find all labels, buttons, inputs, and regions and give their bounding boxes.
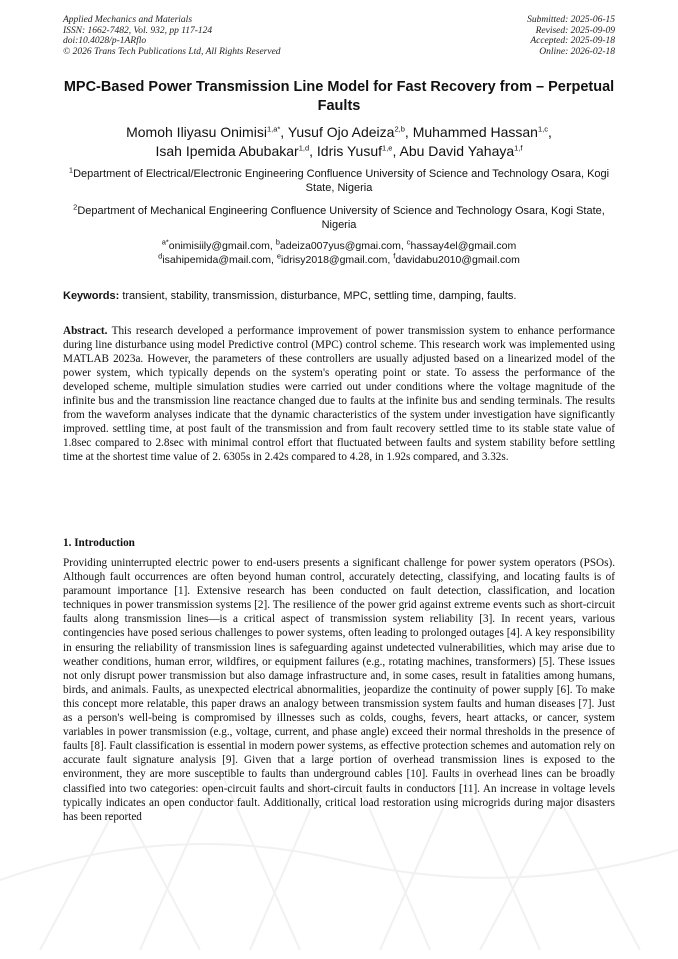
author-name: Isah Ipemida Abubakar [155, 143, 299, 159]
date-online: Online: 2026-02-18 [539, 46, 615, 57]
keywords-text: transient, stability, transmission, disturbance, MPC, settling time, damping, faults. [122, 290, 517, 302]
dates-header [527, 15, 615, 57]
email-mark: a* [161, 237, 169, 247]
journal-copyright: © 2026 Trans Tech Publications Ltd, All Rights Reserved [63, 46, 281, 57]
date-revised: Revised: 2025-09-09 [535, 25, 615, 36]
keywords-label: Keywords: [63, 290, 120, 302]
section-heading: 1. Introduction [63, 537, 135, 549]
author-affil-mark: 1,f [514, 143, 523, 153]
author-name: Momoh Iliyasu Onimisi [126, 124, 267, 140]
author-affil-mark: 1,c [537, 124, 548, 134]
author-list: Momoh Iliyasu Onimisi$^{1,a*}$, Yusuf Ojo Adeiza$^{2,b}$, Muhammed Hassan$^{1,c}$, Isah Ipemida Abubakar$^{1,d}$, Idris Yusuf$^{1,e}$, Abu David Yahaya$^{1,f}$ [126, 124, 552, 159]
author-affil-mark: 2,b [394, 124, 405, 134]
date-submitted: Submitted: 2025-06-15 [527, 15, 615, 25]
email-mark: e [276, 251, 282, 260]
email-mark: b [275, 237, 280, 247]
paper-title: MPC-Based Power Transmission Line Model for Fast Recovery from – Perpetual Faults [63, 79, 615, 114]
introduction-body: Providing uninterrupted electric power to end-users presents a significant challenge for power system operators (PSOs). Although fault occurrences are often beyond human control, accurately detecting, classifying, and locating faults is of paramount importance [1]. Extensive research has been conducted on fault detection, classification, and location techniques in power transmission systems [2]. The resilience of the power grid against extreme events such as short-circuit faults along transmission lines—is a critical aspect of transmission system reliability [3]. In recent years, various contingencies have posed serious challenges to power systems, often leading to prolonged outages [4]. A key responsibility in ensuring the reliability of transmission lines is safeguarding against undetected vulnerabilities, which may arise due to weather conditions, human error, wildfires, or equipment failures (e.g., rotating machines, transformers) [5]. These issues not only disrupt power transmission but also damage infrastructure and, in some cases, result in fatalities among humans, birds, and animals. Faults, as unexpected electrical abnormalities, jeopardize the continuity of power supply [6]. To make this concept more relatable, this paper draws an analogy between transmission system faults and human diseases [7]. Just as a person's well-being is compromised by illnesses such as colds, coughs, fevers, heart attacks, or cancer, system variables in power transmission (e.g., voltage, current, and phase angle) exceed their normal thresholds in the presence of faults [8]. Fault classification is essential in modern power systems, as effective protection schemes and automation rely on accurate fault signature analysis [9]. Given that a large portion of overhead transmission lines is exposed to the environment, they are more susceptible to faults than underground cables [10]. Faults in overhead lines can be broadly classified into two categories: open-circuit faults and short-circuit faults in conductors [11]. An increase in voltage levels typically indicates an open conductor fault. Additionally, critical load restoration using microgrids during major disasters has been reported [63, 557, 615, 823]
journal-issn: ISSN: 1662-7482, Vol. 932, pp 117-124 [63, 25, 213, 36]
abstract-label: Abstract. [63, 325, 108, 337]
affiliation-mark: 1 [68, 165, 74, 175]
email-address[interactable]: adeiza007yus@gmai.com [279, 240, 401, 252]
email-mark: d [158, 251, 163, 260]
journal-name: Applied Mechanics and Materials [63, 15, 193, 25]
email-address[interactable]: onimisiily@gmail.com [168, 240, 270, 252]
affiliation [63, 204, 615, 232]
email-address[interactable]: idrisy2018@gmail.com [281, 253, 388, 266]
email-address[interactable]: isahipemida@mail.com [162, 253, 272, 266]
date-accepted: Accepted: 2025-09-18 [530, 36, 615, 46]
abstract [63, 324, 615, 464]
email-mark: c [406, 237, 411, 247]
author-affil-mark: 1,a* [266, 124, 281, 134]
email-mark: f [393, 251, 396, 260]
journal-header [63, 15, 281, 57]
email-address[interactable]: davidabu2010@gmail.com [395, 253, 520, 266]
author-affil-mark: 1,e [382, 143, 393, 153]
email-list: $^{a*}$onimisiily@gmail.com, $^b$adeiza007yus@gmai.com, $^c$hassay4el@gmail.com $^d$isahipemida@mail.com, $^e$idrisy2018@gmail.com, $^f$davidabu2010@gmail.com [158, 237, 520, 266]
keywords [63, 289, 615, 303]
author-name: Yusuf Ojo Adeiza [287, 124, 395, 140]
affiliation [63, 167, 615, 195]
affiliation-mark: 2 [73, 202, 78, 212]
affiliation-text: Department of Electrical/Electronic Engineering Confluence University of Science and Technology Osara, Kogi State, Nigeria [73, 168, 610, 194]
affiliation-text: Department of Mechanical Engineering Confluence University of Science and Technology Osara, Kogi State, Nigeria [77, 205, 605, 231]
journal-doi: doi:10.4028/p-1ARflo [63, 36, 147, 46]
abstract-text: This research developed a performance improvement of power transmission system to enhance performance during line disturbance using model Predictive control (MPC) control scheme. This research work was implemented using MATLAB 2023a. However, the parameters of these controllers are usually adjusted based on a linearized model of the power system, which typically depends on the system's operating point or state. To assess the performance of the developed scheme, multiple simulation studies were carried out under conditions where the voltage magnitude of the infinite bus and the transmission line reactance changed due to faults at the infinite bus and sending terminals. The results from the waveform analyses indicate that the dynamic characteristics of the system under investigation have significantly improved. settling time, at post fault of the transmission and from fault recovery settled time to its stable state value of 1.8sec compared to 2.8sec with minimal control effort that fluctuated between faults and system stability before settling time at the shortest time value of 2. 6305s in 2.42s compared to 4.28, in 1.92s compared, and 3.32s. [63, 325, 615, 463]
author-name: Idris Yusuf [316, 143, 383, 159]
author-name: Abu David Yahaya [399, 143, 515, 159]
email-address[interactable]: hassay4el@gmail.com [410, 240, 517, 252]
author-name: Muhammed Hassan [412, 124, 538, 140]
author-affil-mark: 1,d [298, 143, 310, 153]
